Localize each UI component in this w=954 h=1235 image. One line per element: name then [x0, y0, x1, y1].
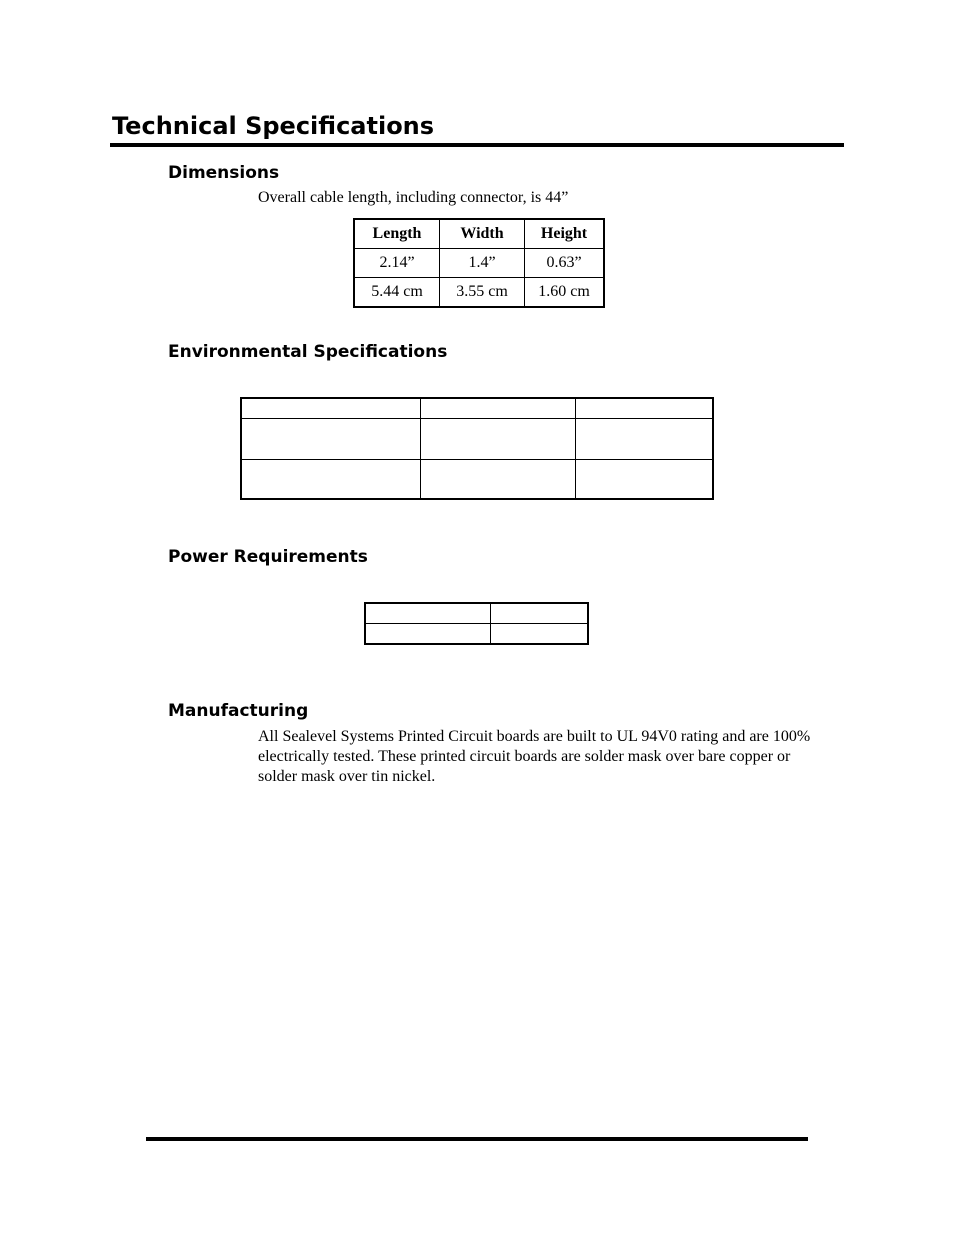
table-row — [241, 398, 713, 419]
cell-width-cm: 3.55 cm — [440, 278, 525, 308]
table-row — [365, 603, 588, 624]
page-title: Technical Specifications — [112, 112, 435, 140]
cell-width-in: 1.4” — [440, 249, 525, 278]
table-header-row — [354, 219, 604, 249]
header-length: Length — [354, 219, 440, 249]
table-cell — [421, 460, 576, 500]
table-row — [365, 624, 588, 645]
table-row — [241, 419, 713, 460]
table-row — [354, 249, 604, 278]
table-cell — [365, 603, 491, 624]
table-cell — [241, 398, 421, 419]
table-cell — [576, 419, 714, 460]
table-cell — [365, 624, 491, 645]
table-cell — [491, 603, 589, 624]
header-width: Width — [440, 219, 525, 249]
cell-length-cm: 5.44 cm — [354, 278, 440, 308]
title-rule — [110, 143, 844, 147]
table-cell — [576, 460, 714, 500]
environmental-heading: Environmental Specifications — [168, 342, 448, 362]
power-heading: Power Requirements — [168, 547, 368, 567]
table-cell — [421, 419, 576, 460]
table-cell — [241, 419, 421, 460]
table-cell — [241, 460, 421, 500]
cable-length-note: Overall cable length, including connector, is 44” — [258, 189, 569, 206]
dimensions-heading: Dimensions — [168, 163, 280, 183]
environmental-table — [240, 397, 714, 500]
table-row — [354, 278, 604, 308]
dimensions-table — [353, 218, 605, 308]
table-cell — [491, 624, 589, 645]
cell-height-in: 0.63” — [525, 249, 605, 278]
cell-length-in: 2.14” — [354, 249, 440, 278]
footer-rule — [146, 1137, 808, 1141]
cell-height-cm: 1.60 cm — [525, 278, 605, 308]
manufacturing-heading: Manufacturing — [168, 701, 309, 721]
power-table — [364, 602, 589, 645]
table-cell — [576, 398, 714, 419]
header-height: Height — [525, 219, 605, 249]
table-cell — [421, 398, 576, 419]
manufacturing-text: All Sealevel Systems Printed Circuit boards are built to UL 94V0 rating and are 100% electrically tested. These printed circuit boards are solder mask over bare copper or solder mask over tin nickel. — [258, 728, 811, 785]
table-row — [241, 460, 713, 500]
